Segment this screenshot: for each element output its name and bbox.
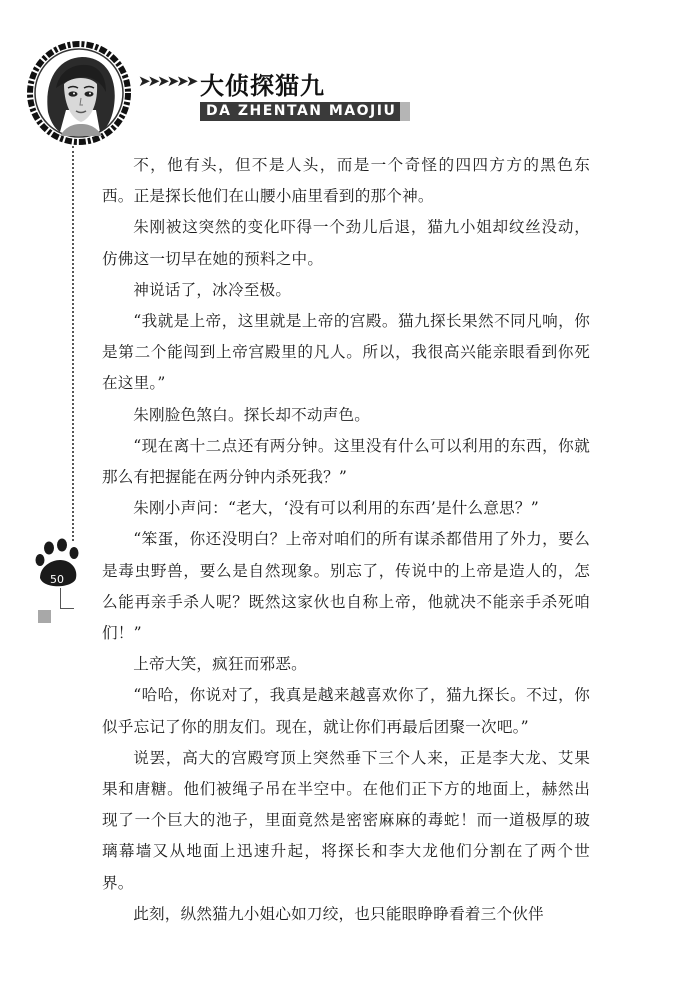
series-title: 大侦探猫九 <box>200 72 325 100</box>
corner-line <box>60 588 61 608</box>
paragraph: 神说话了，冰冷至极。 <box>133 280 292 299</box>
paragraph: 朱刚脸色煞白。探长却不动声色。 <box>133 405 371 424</box>
page-number: 50 <box>50 573 64 586</box>
paragraph: 朱刚小声问：“老大，‘没有可以利用的东西’是什么意思？” <box>133 499 539 518</box>
page-header <box>0 0 699 150</box>
paragraph: 说罢，高大的宫殿穹顶上突然垂下三个人来，正是李大龙、艾果果和唐糖。他们被绳子吊在半空中。在他们正下方的地面上，赫然出现了一个巨大的池子，里面竟然是密密麻麻的毒蛇！而一道极厚的玻璃幕墙又从地面上迅速升起，将探长和李大龙他们分割在了两个世界。 <box>102 748 590 892</box>
header-arrows: ➤➤➤➤➤➤ <box>138 72 196 90</box>
story-text <box>102 150 590 930</box>
corner-line <box>60 608 74 609</box>
paragraph: 不，他有头，但不是人头，而是一个奇怪的四四方方的黑色东西。正是探长他们在山腰小庙里看到的那个神。 <box>102 156 590 206</box>
paragraph: “笨蛋，你还没明白？上帝对咱们的所有谋杀都借用了外力，要么是毒虫野兽，要么是自然现象。别忘了，传说中的上帝是造人的，怎么能再亲手杀人呢？既然这家伙也自称上帝，他就决不能亲手杀死咱们！” <box>102 530 590 643</box>
margin-dotted-line <box>72 146 74 541</box>
paragraph: “现在离十二点还有两分钟。这里没有什么可以利用的东西，你就那么有把握能在两分钟内杀死我？” <box>102 436 590 487</box>
paragraph: “我就是上帝，这里就是上帝的宫殿。猫九探长果然不同凡响，你是第二个能闯到上帝宫殿里的凡人。所以，我很高兴能亲眼看到你死在这里。” <box>102 312 590 393</box>
series-subtitle: DA ZHENTAN MAOJIU <box>200 102 402 121</box>
subtitle-bar-accent <box>400 102 410 121</box>
paragraph: 朱刚被这突然的变化吓得一个劲儿后退，猫九小姐却纹丝没动，仿佛这一切早在她的预料之中。 <box>102 218 590 268</box>
grey-square-ornament <box>38 610 51 623</box>
paragraph: “哈哈，你说对了，我真是越来越喜欢你了，猫九探长。不过，你似乎忘记了你的朋友们。现在，就让你们再最后团聚一次吧。” <box>102 686 590 736</box>
girl-portrait-icon <box>26 40 132 146</box>
paragraph: 此刻，纵然猫九小姐心如刀绞，也只能眼睁睁看着三个伙伴 <box>133 904 544 923</box>
paragraph: 上帝大笑，疯狂而邪恶。 <box>133 655 307 674</box>
